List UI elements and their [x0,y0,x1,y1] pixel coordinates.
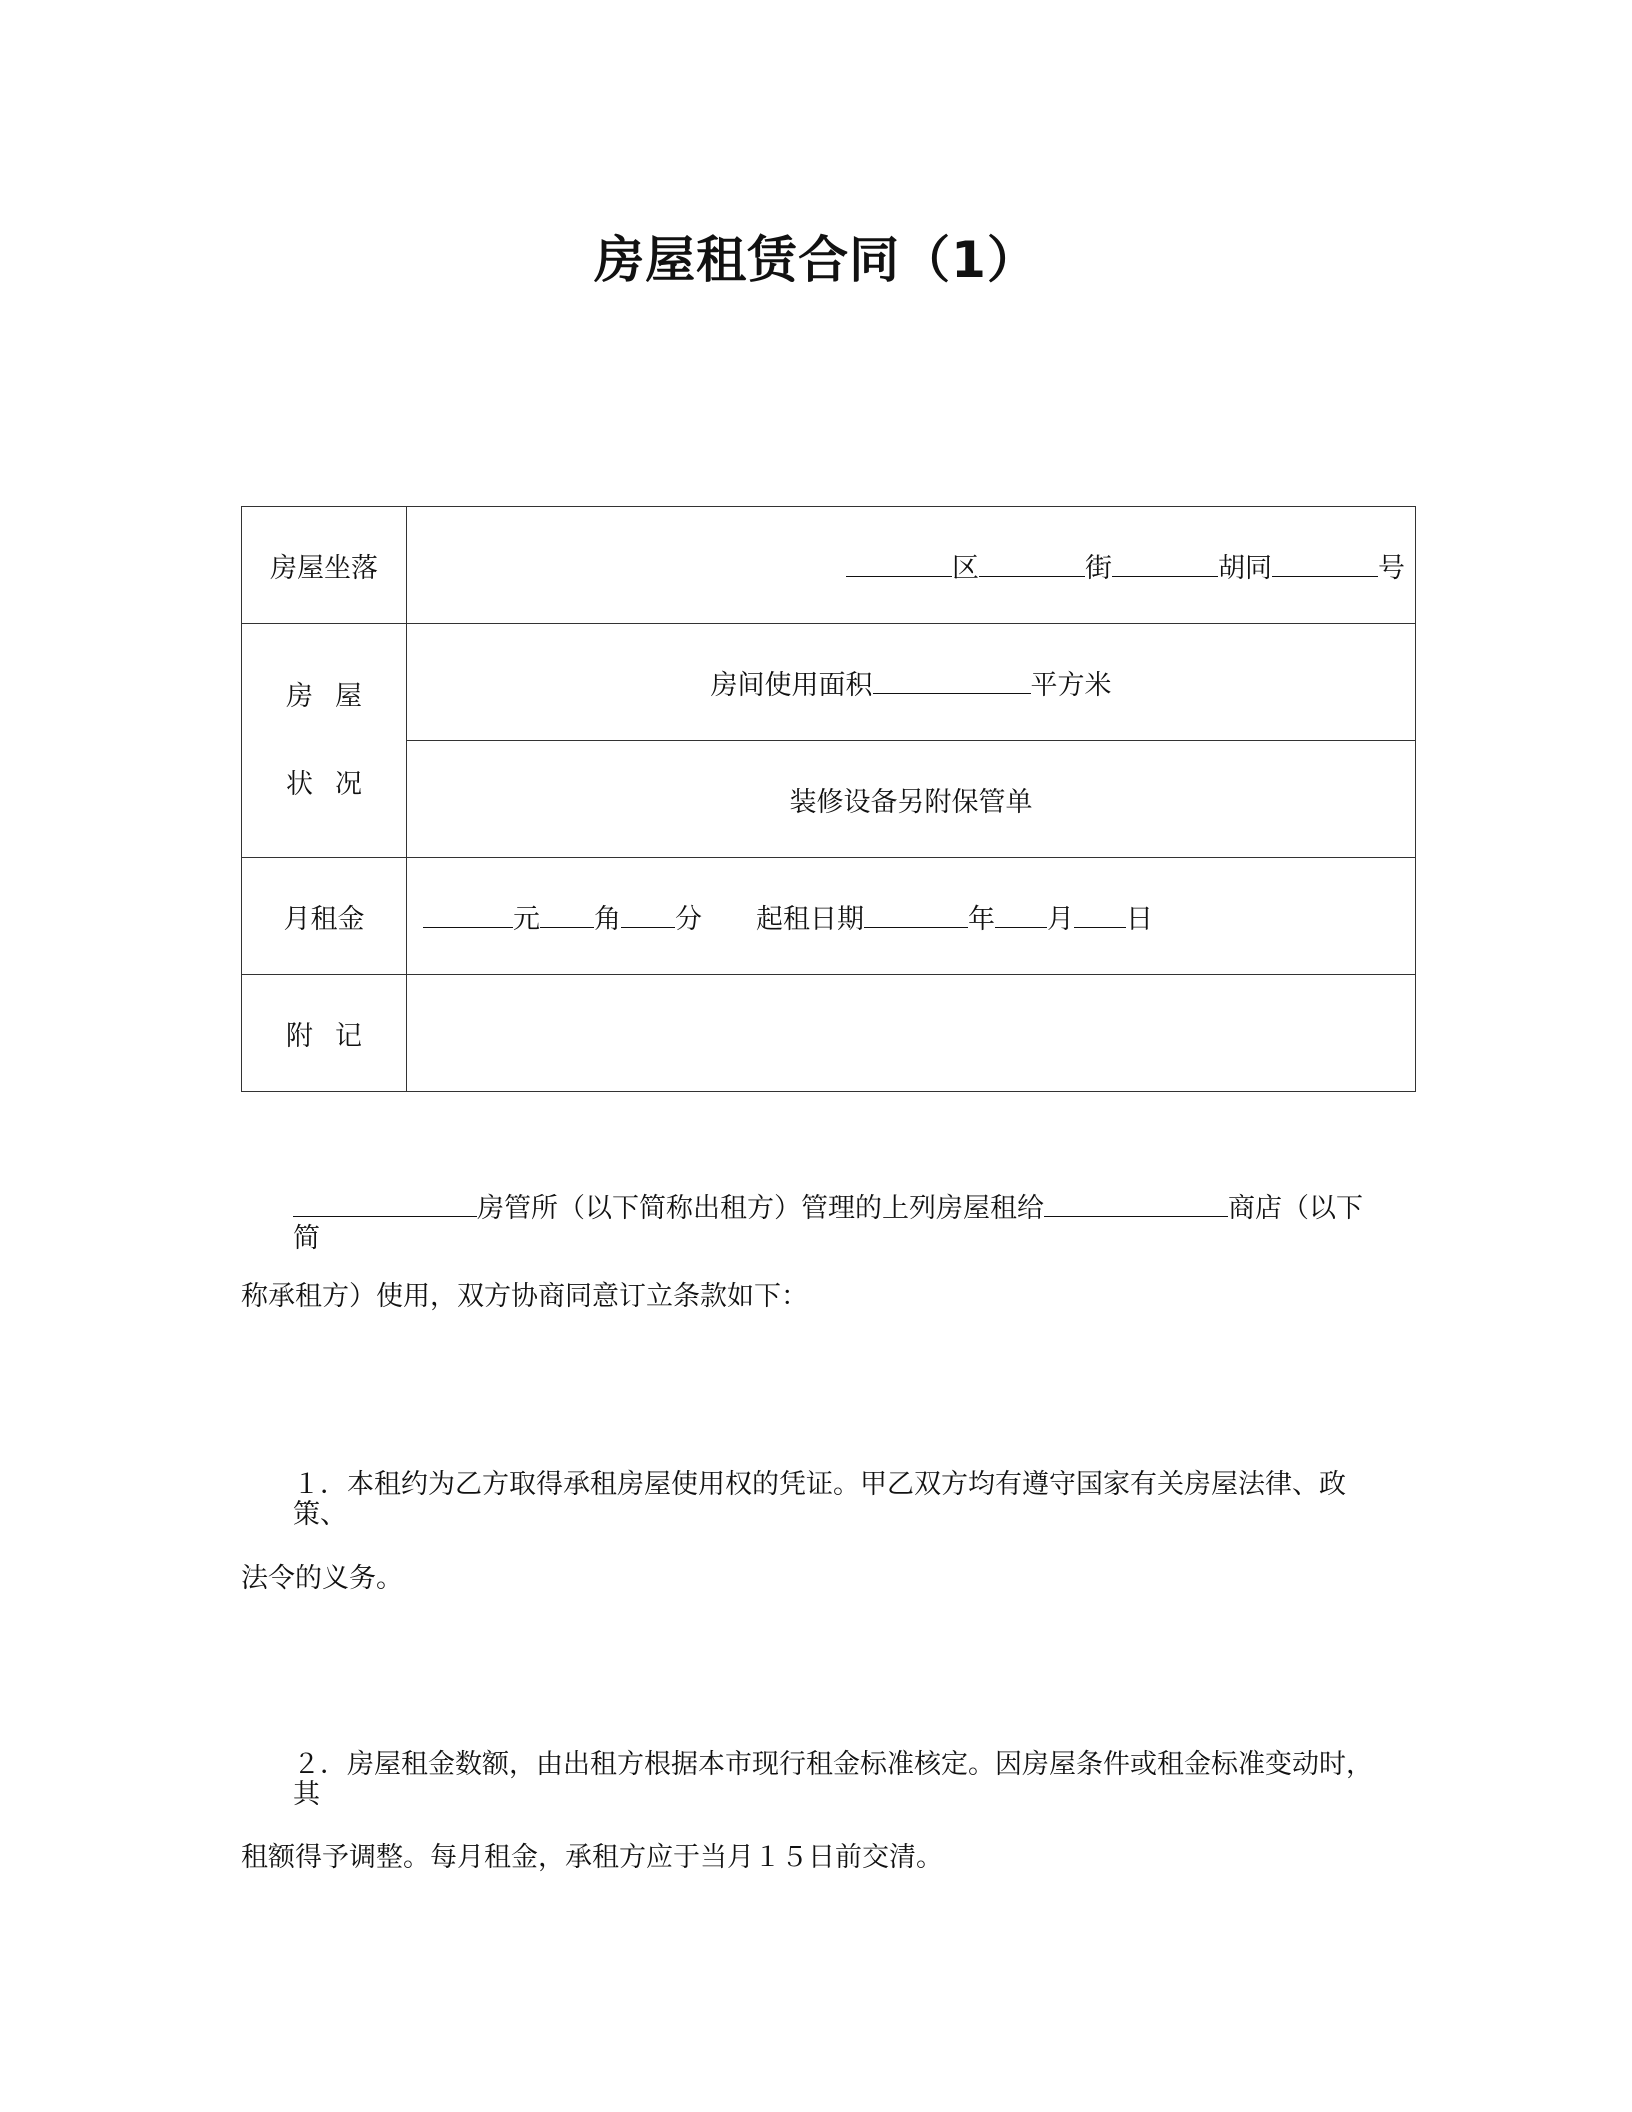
fen-label: 分 [675,903,702,935]
area-prefix: 房间使用面积 [710,669,873,701]
fen-blank[interactable] [621,901,675,928]
location-value-cell [407,507,1416,624]
number-label: 号 [1378,552,1405,584]
clause-2-line-1: ２．房屋租金数额，由出租方根据本市现行租金标准核定。因房屋条件或租金标准变动时，其 [293,1749,1373,1810]
clause-1-line-2: 法令的义务。 [241,1563,403,1594]
district-label: 区 [952,552,979,584]
intro-line-1 [241,1190,1381,1254]
yuan-label: 元 [513,903,540,935]
notes-label: 附记 [242,975,407,1092]
month-blank[interactable] [995,901,1047,928]
year-label: 年 [968,903,995,935]
hutong-label: 胡同 [1218,552,1272,584]
day-blank[interactable] [1074,901,1126,928]
document-title: 房屋租赁合同（1） [594,231,1038,289]
district-blank[interactable] [846,550,952,577]
year-blank[interactable] [864,901,968,928]
intro-part-2: 商店（以下简 [293,1193,1363,1254]
housing-office-blank[interactable] [293,1190,477,1217]
jiao-label: 角 [594,903,621,935]
number-blank[interactable] [1272,550,1378,577]
month-label: 月 [1047,903,1074,935]
table-row-location [242,507,1416,624]
hutong-blank[interactable] [1112,550,1218,577]
table-row-notes [242,975,1416,1092]
street-label: 街 [1085,552,1112,584]
street-blank[interactable] [979,550,1085,577]
jiao-blank[interactable] [540,901,594,928]
area-cell [407,624,1416,741]
store-name-blank[interactable] [1044,1190,1228,1217]
clause-1-line-1: １．本租约为乙方取得承租房屋使用权的凭证。甲乙双方均有遵守国家有关房屋法律、政策、 [293,1469,1346,1530]
rent-label: 月租金 [242,858,407,975]
table-row-condition-area [242,624,1416,741]
rent-cell [407,858,1416,975]
intro-part-1: 房管所（以下简称出租方）管理的上列房屋租给 [477,1193,1044,1224]
yuan-blank[interactable] [423,901,513,928]
intro-line-2: 称承租方）使用，双方协商同意订立条款如下： [241,1281,808,1312]
condition-label [242,624,407,858]
table-row-rent [242,858,1416,975]
clause-2-line-2: 租额得予调整。每月租金，承租方应于当月１５日前交清。 [241,1842,943,1873]
location-label: 房屋坐落 [242,507,407,624]
day-label: 日 [1126,903,1153,935]
start-date-label: 起租日期 [756,903,864,935]
decoration-cell: 装修设备另附保管单 [407,741,1416,858]
notes-value-cell[interactable] [407,975,1416,1092]
condition-label-line1: 房屋 [286,680,384,712]
table-row-condition-decoration [242,741,1416,858]
area-unit: 平方米 [1030,669,1112,701]
property-info-table [241,506,1416,1092]
area-blank[interactable] [873,667,1031,694]
condition-label-line2: 状况 [286,768,384,800]
